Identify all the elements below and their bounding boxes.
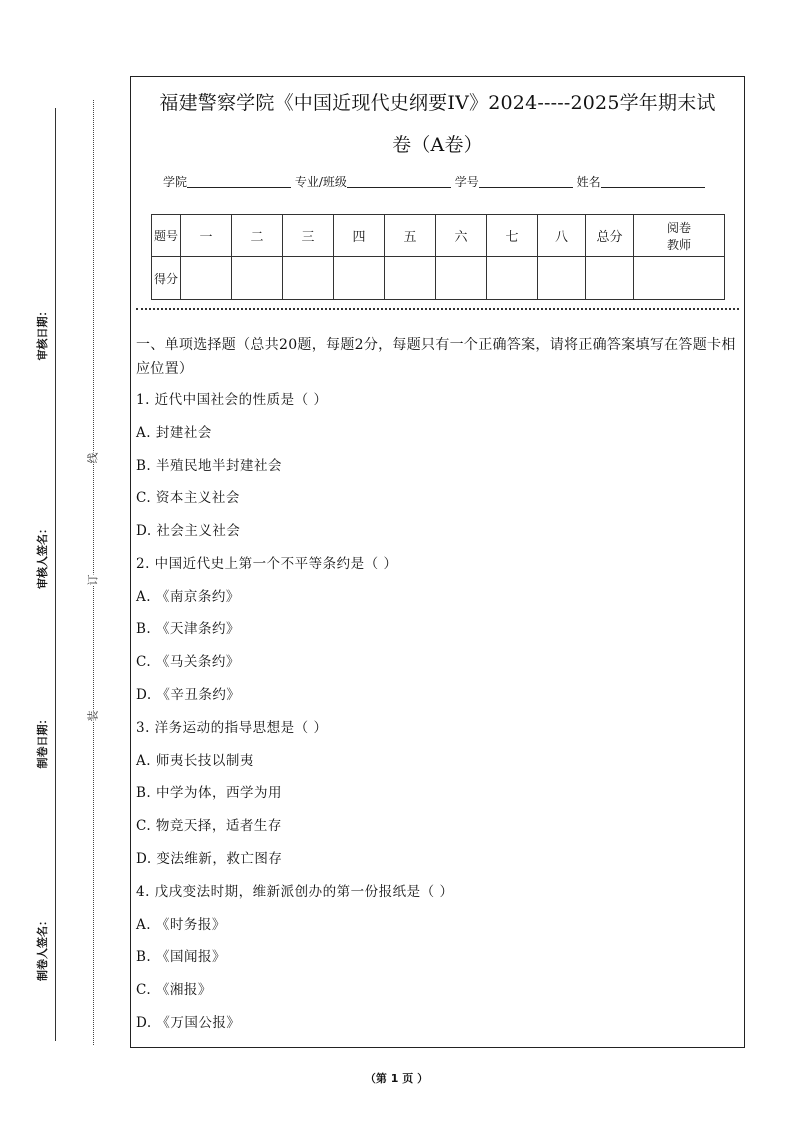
score-cell[interactable] [487, 257, 538, 300]
option: D. 《万国公报》 [136, 1015, 241, 1031]
score-cell[interactable] [283, 257, 334, 300]
score-cell[interactable] [634, 257, 725, 300]
seal-char-line: 线 [86, 452, 100, 464]
seal-dotted-line [93, 100, 94, 1045]
section-divider [136, 308, 739, 310]
option: A. 封建社会 [136, 425, 212, 441]
id-field[interactable] [479, 175, 573, 188]
major-label: 专业/班级 [294, 175, 347, 189]
score-header-cell: 八 [538, 215, 586, 257]
score-header-cell: 七 [487, 215, 538, 257]
option: A. 《时务报》 [136, 917, 226, 933]
score-row-label: 得分 [152, 257, 181, 300]
option: D. 《辛丑条约》 [136, 687, 241, 703]
score-cell[interactable] [181, 257, 232, 300]
question-stem: 4. 戊戌变法时期，维新派创办的第一份报纸是（ ） [136, 884, 454, 900]
major-field[interactable] [347, 175, 451, 188]
score-cell[interactable] [538, 257, 586, 300]
option: A. 师夷长技以制夷 [136, 753, 254, 769]
name-label: 姓名 [576, 175, 601, 189]
score-header-cell: 四 [334, 215, 385, 257]
option: D. 变法维新，救亡图存 [136, 851, 283, 867]
maker-sign-label: 制卷人签名： [36, 915, 49, 981]
option: D. 社会主义社会 [136, 523, 241, 539]
option: B. 《国闻报》 [136, 949, 227, 965]
score-header-cell: 一 [181, 215, 232, 257]
score-header-cell: 三 [283, 215, 334, 257]
score-header-cell: 阅卷教师 [634, 215, 725, 257]
option: B. 中学为体，西学为用 [136, 785, 283, 801]
score-header-cell: 六 [436, 215, 487, 257]
side-rule-left [55, 108, 56, 1041]
exam-title-line2: 卷（A卷） [392, 134, 483, 156]
score-header-cell: 五 [385, 215, 436, 257]
exam-title-line1: 福建警察学院《中国近现代史纲要IV》2024-----2025学年期末试 [159, 92, 716, 114]
reviewer-sign-label: 审核人签名： [36, 523, 49, 589]
option: B. 半殖民地半封建社会 [136, 458, 283, 474]
score-table [151, 214, 725, 300]
student-info-line [163, 173, 705, 190]
score-header-cell: 题号 [152, 215, 181, 257]
score-header-cell: 总分 [586, 215, 634, 257]
make-date-label: 制卷日期： [36, 713, 49, 769]
option: C. 资本主义社会 [136, 490, 240, 506]
id-label: 学号 [454, 175, 479, 189]
option: C. 物竞天择，适者生存 [136, 818, 282, 834]
question-stem: 1. 近代中国社会的性质是（ ） [136, 392, 328, 408]
college-field[interactable] [187, 175, 291, 188]
page-number: （第 1 页 ） [364, 1072, 429, 1085]
option: B. 《天津条约》 [136, 621, 241, 637]
review-date-label: 审核日期： [36, 305, 49, 361]
score-cell[interactable] [385, 257, 436, 300]
score-cell[interactable] [334, 257, 385, 300]
score-cell[interactable] [232, 257, 283, 300]
question-stem: 3. 洋务运动的指导思想是（ ） [136, 720, 328, 736]
seal-char-fold: 装 [86, 710, 100, 722]
score-cell[interactable] [586, 257, 634, 300]
question-stem: 2. 中国近代史上第一个不平等条约是（ ） [136, 556, 398, 572]
college-label: 学院 [163, 175, 188, 189]
section-heading: 一、单项选择题（总共20题，每题2分，每题只有一个正确答案，请将正确答案填写在答题卡相应位置） [136, 337, 736, 377]
score-header-cell: 二 [232, 215, 283, 257]
option: A. 《南京条约》 [136, 589, 240, 605]
seal-char-bind: 订 [86, 574, 100, 586]
option: C. 《湘报》 [136, 982, 212, 998]
option: C. 《马关条约》 [136, 654, 240, 670]
name-field[interactable] [601, 175, 705, 188]
score-cell[interactable] [436, 257, 487, 300]
